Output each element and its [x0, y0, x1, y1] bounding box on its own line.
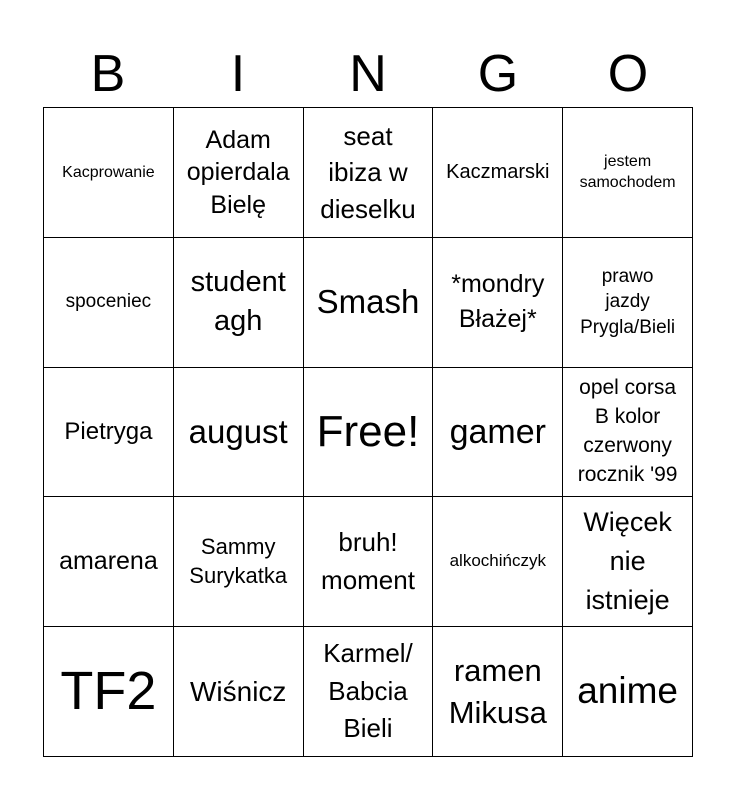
- bingo-cell[interactable]: [44, 497, 174, 627]
- bingo-cell[interactable]: [433, 238, 563, 368]
- bingo-cell[interactable]: [44, 627, 174, 757]
- cell-text: Free!: [316, 406, 420, 456]
- cell-text: gamer: [449, 412, 546, 451]
- bingo-cell[interactable]: [174, 368, 304, 498]
- bingo-cell[interactable]: [433, 497, 563, 627]
- cell-text: Karmel/ Babcia Bieli: [323, 638, 413, 744]
- header-letter-o: O: [607, 45, 649, 103]
- cell-text: jestem samochodem: [579, 152, 676, 192]
- cell-text: anime: [577, 670, 678, 712]
- cell-text: Pietryga: [64, 418, 153, 446]
- cell-text: Wiśnicz: [189, 675, 287, 707]
- bingo-cell[interactable]: [563, 497, 693, 627]
- bingo-cell[interactable]: [174, 108, 304, 238]
- cell-text: Kacprowanie: [62, 163, 155, 181]
- bingo-cell[interactable]: [304, 368, 434, 498]
- cell-text: prawo jazdy Prygla/Bieli: [580, 265, 676, 339]
- bingo-header: [43, 40, 693, 108]
- cell-text: amarena: [59, 547, 158, 576]
- cell-text: TF2: [60, 660, 157, 721]
- header-letter-b: B: [90, 45, 126, 103]
- bingo-cell[interactable]: [304, 497, 434, 627]
- bingo-cell[interactable]: [174, 238, 304, 368]
- bingo-cell[interactable]: [174, 627, 304, 757]
- cell-text: *mondry Błażej*: [451, 269, 545, 334]
- cell-text: Sammy Surykatka: [189, 534, 288, 588]
- cell-text: seat ibiza w dieselku: [320, 120, 416, 224]
- cell-text: Więcek nie istnieje: [583, 507, 672, 616]
- cell-text: august: [188, 413, 288, 451]
- bingo-cell[interactable]: [44, 108, 174, 238]
- cell-text: Adam opierdala Bielę: [186, 125, 290, 219]
- bingo-board: [43, 107, 693, 757]
- bingo-cell[interactable]: [44, 238, 174, 368]
- cell-text: opel corsa B kolor czerwony rocznik '99: [577, 376, 678, 486]
- header-letter-i: I: [230, 45, 246, 103]
- cell-text: Kaczmarski: [446, 161, 550, 184]
- cell-text: spoceniec: [65, 291, 152, 313]
- header-letter-n: N: [349, 45, 387, 103]
- bingo-cell[interactable]: [304, 627, 434, 757]
- bingo-cell[interactable]: [433, 108, 563, 238]
- header-letter-g: G: [477, 45, 519, 103]
- bingo-cell[interactable]: [174, 497, 304, 627]
- bingo-cell[interactable]: [304, 108, 434, 238]
- cell-text: Smash: [316, 283, 420, 321]
- cell-text: ramen Mikusa: [448, 652, 547, 730]
- bingo-cell[interactable]: [433, 368, 563, 498]
- cell-text: student agh: [190, 266, 286, 338]
- bingo-cell[interactable]: [563, 627, 693, 757]
- bingo-cell[interactable]: [433, 627, 563, 757]
- bingo-cell[interactable]: [44, 368, 174, 498]
- bingo-cell[interactable]: [563, 238, 693, 368]
- bingo-cell[interactable]: [563, 108, 693, 238]
- cell-text: alkochińczyk: [449, 551, 546, 571]
- bingo-cell[interactable]: [304, 238, 434, 368]
- bingo-cell[interactable]: [563, 368, 693, 498]
- cell-text: bruh! moment: [321, 527, 415, 595]
